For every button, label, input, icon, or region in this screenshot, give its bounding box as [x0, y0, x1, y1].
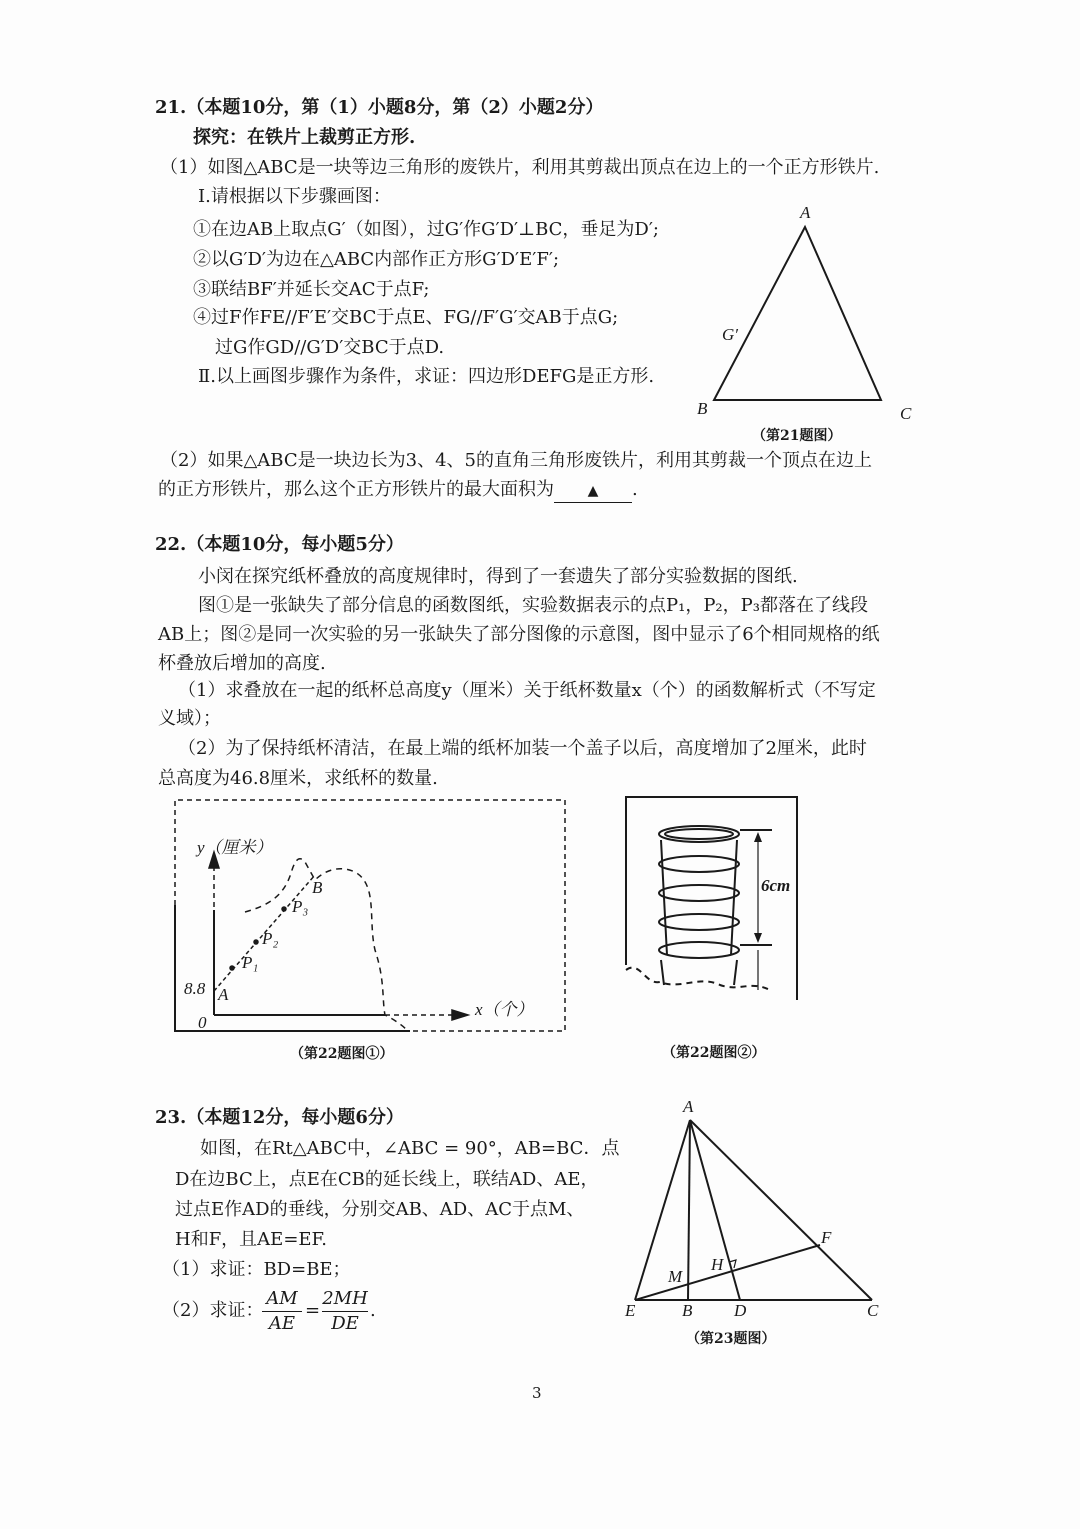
q22-header: 22.（本题10分，每小题5分）: [155, 534, 404, 555]
q22-line: 图①是一张缺失了部分信息的函数图纸，实验数据表示的点P₁，P₂，P₃都落在了线段: [198, 595, 868, 616]
q23-line: H和F，且AE=EF.: [175, 1229, 327, 1250]
denominator: AE: [268, 1313, 296, 1334]
label-C: C: [867, 1301, 879, 1320]
q22-line: 总高度为46.8厘米，求纸杯的数量.: [158, 768, 438, 789]
label-A: A: [218, 985, 229, 1004]
q21-intro: 探究：在铁片上裁剪正方形.: [193, 127, 416, 148]
origin-label: 0: [198, 1013, 207, 1032]
q23-line: 如图，在Rt△ABC中，∠ABC = 90°，AB=BC．点: [200, 1138, 620, 1159]
q22-caption2: （第22题图②）: [662, 1045, 766, 1061]
fig21-triangle: [697, 203, 912, 423]
label-G-prime: G′: [722, 325, 738, 344]
label-P3: P₃: [292, 897, 309, 916]
q23-part2: （2）求证：: [162, 1300, 264, 1321]
page-number: 3: [532, 1384, 542, 1402]
q22-caption1: （第22题图①）: [290, 1046, 394, 1062]
y-axis-label: y（厘米）: [197, 838, 273, 857]
q23-header: 23.（本题12分，每小题6分）: [155, 1107, 404, 1128]
q23-caption: （第23题图）: [686, 1331, 776, 1347]
q21-part1: （1）如图△ABC是一块等边三角形的废铁片，利用其剪裁出顶点在边上的一个正方形铁片.: [160, 157, 880, 178]
q21-step: ③联结BF′并延长交AC于点F;: [193, 279, 430, 300]
dimension-label: 6cm: [761, 876, 791, 895]
label-F: F: [821, 1228, 832, 1247]
equals-sign: =: [305, 1300, 321, 1321]
fig23-triangle: [624, 1097, 879, 1320]
y-value-label: 8.8: [184, 979, 206, 998]
q21-step: ①在边AB上取点G′（如图），过G′作G′D′⊥BC，垂足为D′;: [193, 219, 659, 240]
q22-line: 小闵在探究纸杯叠放的高度规律时，得到了一套遗失了部分实验数据的图纸.: [198, 566, 798, 587]
q21-caption: （第21题图）: [752, 428, 842, 444]
q22-line: 义域）；: [158, 708, 221, 729]
q22-line: （1）求叠放在一起的纸杯总高度y（厘米）关于纸杯数量x（个）的函数解析式（不写定: [178, 680, 876, 701]
q21-step: ②以G′D′为边在△ABC内部作正方形G′D′E′F′;: [193, 249, 560, 270]
q21-part2: （2）如果△ABC是一块边长为3、4、5的直角三角形废铁片，利用其剪裁一个顶点在边上: [160, 450, 872, 471]
label-M: M: [668, 1267, 683, 1286]
label-A: A: [800, 203, 811, 222]
fig22-graph: [175, 800, 565, 1032]
q21-step-title: Ⅰ.请根据以下步骤画图：: [198, 186, 391, 207]
label-C: C: [900, 404, 912, 423]
numerator: AM: [262, 1287, 302, 1312]
q21-step: 过G作GD//G′D′交BC于点D.: [215, 337, 445, 358]
q23-line: （1）求证：BD=BE；: [162, 1259, 351, 1280]
label-P2: P₂: [262, 929, 279, 948]
q22-line: 杯叠放后增加的高度.: [158, 653, 326, 674]
q22-line: AB上；图②是同一次实验的另一张缺失了部分图像的示意图，图中显示了6个相同规格的纸: [158, 624, 880, 645]
q21-step: ④过F作FE//F′E′交BC于点E、FG//F′G′交AB于点G;: [193, 307, 619, 328]
period: .: [632, 479, 638, 500]
q21-part2-text: 的正方形铁片，那么这个正方形铁片的最大面积为: [158, 479, 554, 500]
answer-blank: ▲: [554, 480, 632, 503]
denominator: DE: [331, 1313, 359, 1334]
fig22-cups: [626, 797, 797, 1000]
label-E: E: [625, 1301, 636, 1320]
q21-header: 21.（本题10分，第（1）小题8分，第（2）小题2分）: [155, 97, 604, 118]
numerator: 2MH: [322, 1287, 368, 1312]
label-H: H: [711, 1255, 724, 1274]
period: .: [370, 1300, 376, 1321]
label-D: D: [734, 1301, 747, 1320]
label-B: B: [697, 399, 708, 418]
label-B: B: [682, 1301, 693, 1320]
x-axis-label: x（个）: [475, 1000, 534, 1019]
q22-line: （2）为了保持纸杯清洁，在最上端的纸杯加装一个盖子以后，高度增加了2厘米，此时: [178, 738, 867, 759]
label-B: B: [312, 878, 323, 897]
q23-line: 过点E作AD的垂线，分别交AB、AD、AC于点M、: [175, 1199, 585, 1220]
q23-line: D在边BC上，点E在CB的延长线上，联结AD、AE，: [175, 1169, 599, 1190]
label-P1: P₁: [242, 953, 259, 972]
q21-prove: Ⅱ.以上画图步骤作为条件，求证：四边形DEFG是正方形.: [198, 366, 655, 387]
label-A: A: [683, 1097, 694, 1116]
